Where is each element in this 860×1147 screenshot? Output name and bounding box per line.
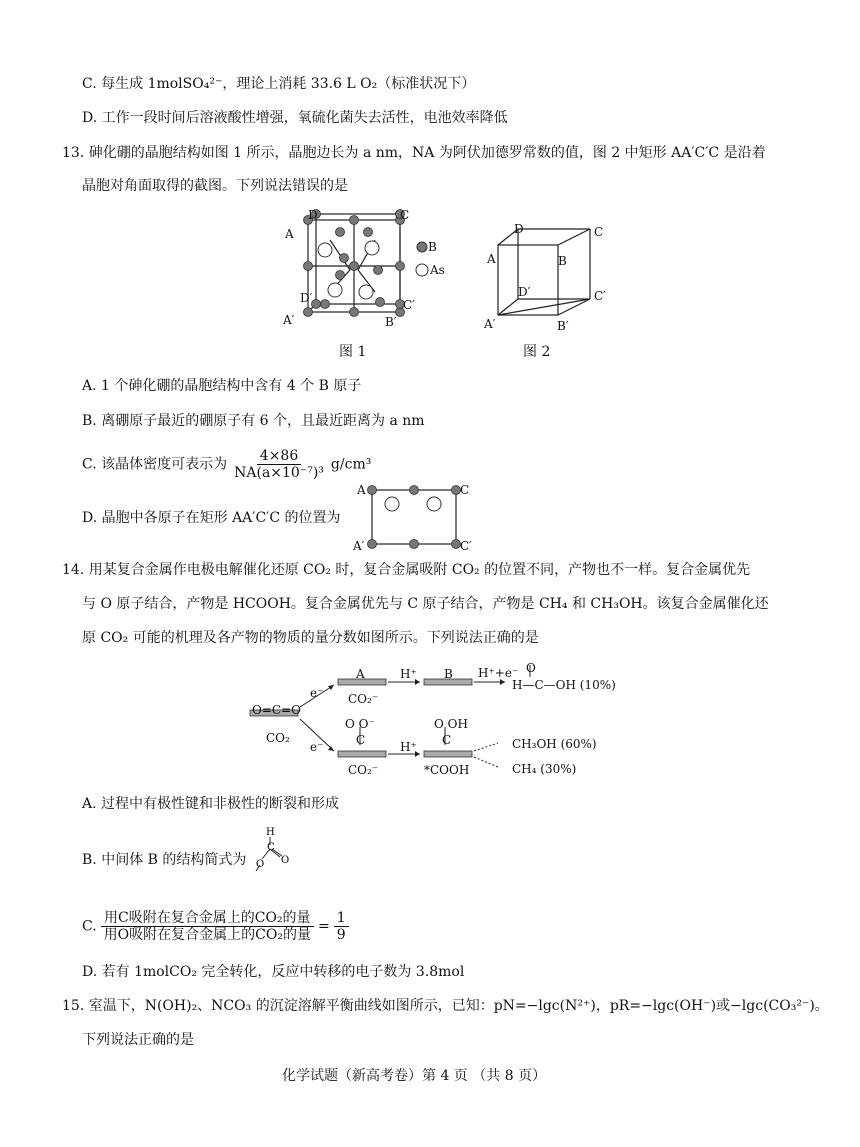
fig2-label-c2: C′ (594, 289, 606, 303)
q14-option-d: D. 若有 1molCO₂ 完全转化，反应中转移的电子数为 3.8mol (82, 964, 465, 980)
q14-stem-line1: 14. 用某复合金属作电极电解催化还原 CO₂ 时，复合金属吸附 CO₂ 的位置不同，产物也不一样。复合金属优先 (62, 562, 751, 578)
scheme-inter-c-sub: CO₂⁻ (348, 763, 379, 777)
scheme-inter-b: B (444, 667, 453, 681)
scheme-co2-label: CO₂ (266, 731, 290, 745)
ratio-value-denominator: 9 (336, 927, 346, 943)
fig1-label-d: D (308, 208, 318, 222)
density-unit: g/cm³ (330, 456, 372, 473)
legend-b-label: B (428, 240, 437, 254)
density-denominator: NA(a×10⁻⁷)³ (234, 465, 324, 481)
fig1-label-d2: D′ (300, 291, 313, 305)
fig1-label-a: A (285, 227, 294, 241)
scheme-c1: C (356, 733, 366, 747)
fig1-caption: 图 1 (339, 344, 367, 360)
svg-text:C: C (267, 842, 275, 853)
fig2-label-b: B (558, 254, 567, 268)
scheme-inter-a: A (356, 667, 365, 681)
density-numerator: 4×86 (257, 448, 301, 465)
q14-option-c (82, 910, 353, 943)
q14-option-c-label: C. (82, 918, 97, 935)
fig2-label-d2: D′ (518, 285, 531, 299)
q13-option-c-text: C. 该晶体密度可表示为 (82, 456, 228, 473)
ratio-numerator: 用C吸附在复合金属上的CO₂的量 (101, 910, 314, 927)
scheme-h2: H⁺ (400, 740, 417, 754)
ratio-fraction (101, 910, 314, 943)
scheme-ch4: CH₄ (30%) (512, 762, 577, 776)
svg-text:O: O (281, 855, 290, 866)
q14-option-a: A. 过程中有极性键和非极性的断裂和形成 (82, 796, 340, 812)
fig2-label-d: D (514, 222, 524, 236)
q13-stem-line1: 13. 砷化硼的晶胞结构如图 1 所示，晶胞边长为 a nm，NA 为阿伏加德罗常数的值，图 2 中矩形 AA′C′C 是沿着 (62, 145, 766, 161)
q13-option-a: A. 1 个砷化硼的晶胞结构中含有 4 个 B 原子 (82, 378, 362, 394)
rect-label-c2: C′ (460, 539, 472, 553)
scheme-h-e: H⁺+e⁻ (478, 666, 519, 680)
scheme-o-top: O (526, 661, 536, 675)
q13-option-b: B. 离硼原子最近的硼原子有 6 个，且最近距离为 a nm (82, 413, 425, 429)
fig1-label-c: C (400, 208, 410, 222)
ratio-value-numerator: 1 (334, 910, 349, 927)
svg-text:O: O (256, 859, 265, 870)
scheme-hcooh: H—C—OH (10%) (512, 678, 616, 692)
ratio-denominator: 用O吸附在复合金属上的CO₂的量 (103, 927, 311, 943)
scheme-e2: e⁻ (310, 740, 324, 754)
scheme-ch3oh: CH₃OH (60%) (512, 737, 597, 751)
density-fraction (231, 448, 327, 481)
q15-stem-line1: 15. 室温下，N(OH)₂、NCO₃ 的沉淀溶解平衡曲线如图所示，已知：pN=−lgc(N²⁺)，pR=−lgc(OH⁻)或−lgc(CO₃²⁻)。 (62, 998, 829, 1014)
q14-stem-line3: 原 CO₂ 可能的机理及各产物的物质的量分数如图所示。下列说法正确的是 (82, 630, 539, 646)
scheme-inter-a-sub: CO₂⁻ (348, 692, 379, 706)
q14-stem-line2: 与 O 原子结合，产物是 HCOOH。复合金属优先与 C 原子结合，产物是 CH₄ 和 CH₃OH。该复合金属催化还 (82, 596, 769, 612)
scheme-c2: C (442, 733, 452, 747)
legend-as-label: As (430, 263, 445, 277)
ratio-value (334, 910, 349, 943)
q12-option-c: C. 每生成 1molSO₄²⁻，理论上消耗 33.6 L O₂（标准状况下） (82, 76, 476, 92)
figure2-cube (480, 215, 610, 325)
intermediate-b-structure (250, 825, 298, 875)
scheme-cooh: *COOH (424, 763, 470, 777)
fig1-label-b2: B′ (385, 315, 397, 329)
q12-option-d: D. 工作一段时间后溶液酸性增强，氧硫化菌失去活性，电池效率降低 (82, 110, 508, 126)
legend-as-icon (416, 264, 428, 276)
scheme-e1: e⁻ (310, 686, 324, 700)
scheme-oo: O O⁻ (345, 717, 375, 731)
scheme-ooh: O OH (434, 717, 468, 731)
q13-option-c (82, 448, 371, 481)
legend-b-icon (417, 242, 427, 252)
fig2-label-a: A (487, 252, 496, 266)
fig1-label-a2: A′ (283, 313, 295, 327)
q15-stem-line2: 下列说法正确的是 (82, 1032, 194, 1048)
rect-label-a2: A′ (353, 539, 365, 553)
q14-option-b: B. 中间体 B 的结构简式为 (82, 852, 247, 868)
scheme-h1: H⁺ (400, 667, 417, 681)
scheme-co2: O=C=O (252, 703, 301, 717)
rectangle-aacc-figure (356, 480, 476, 550)
q13-stem-line2: 晶胞对角面取得的截图。下列说法错误的是 (82, 178, 348, 194)
fig1-label-c2: C′ (403, 298, 415, 312)
ratio-equals: = (317, 918, 330, 935)
q13-option-d: D. 晶胞中各原子在矩形 AA′C′C 的位置为 (82, 510, 341, 526)
rect-label-c: C (460, 483, 470, 497)
fig2-label-b2: B′ (557, 319, 569, 333)
svg-text:H: H (266, 827, 275, 838)
fig2-caption: 图 2 (523, 344, 551, 360)
fig2-label-a2: A′ (484, 317, 496, 331)
page-footer: 化学试题（新高考卷）第 4 页 （共 8 页） (282, 1068, 547, 1084)
rect-label-a: A (357, 483, 366, 497)
fig2-label-c: C (594, 225, 604, 239)
